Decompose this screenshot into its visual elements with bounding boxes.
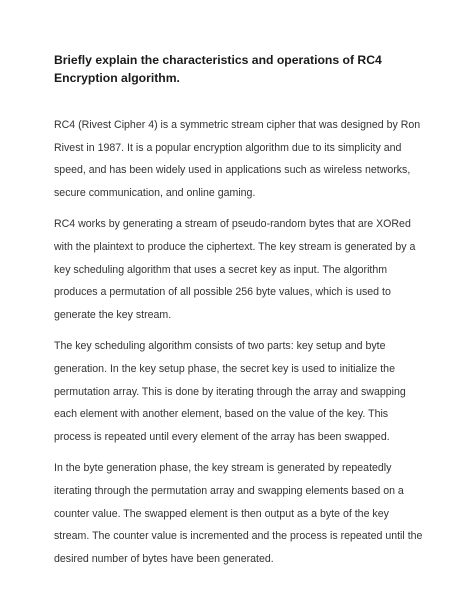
paragraph-byte-generation: In the byte generation phase, the key stream is generated by repeatedly iterating through the permutation array and swapping elements based on a counter value. The swapped element is then output as a byte of the key stream. The counter value is incremented and the process is repeated until the desired number of bytes have been generated.	[54, 462, 423, 565]
document-page	[54, 52, 424, 570]
paragraph-key-scheduling: The key scheduling algorithm consists of two parts: key setup and byte generation. In the key setup phase, the secret key is used to initialize the permutation array. This is done by iterating through the array and swapping each element with another element, based on the value of the key. This process is repeated until every element of the array has been swapped.	[54, 340, 406, 443]
paragraph-rc4-operation: RC4 works by generating a stream of pseudo-random bytes that are XORed with the plaintext to produce the ciphertext. The key stream is generated by a key scheduling algorithm that uses a secret key as input. The algorithm produces a permutation of all possible 256 byte values, which is used to generate the key stream.	[54, 218, 416, 321]
document-title: Briefly explain the characteristics and operations of RC4 Encryption algorithm.	[54, 53, 382, 85]
paragraph-rc4-intro: RC4 (Rivest Cipher 4) is a symmetric stream cipher that was designed by Ron Rivest in 1987. It is a popular encryption algorithm due to its simplicity and speed, and has been widely used in applications such as wireless networks, secure communication, and online gaming.	[54, 119, 421, 199]
